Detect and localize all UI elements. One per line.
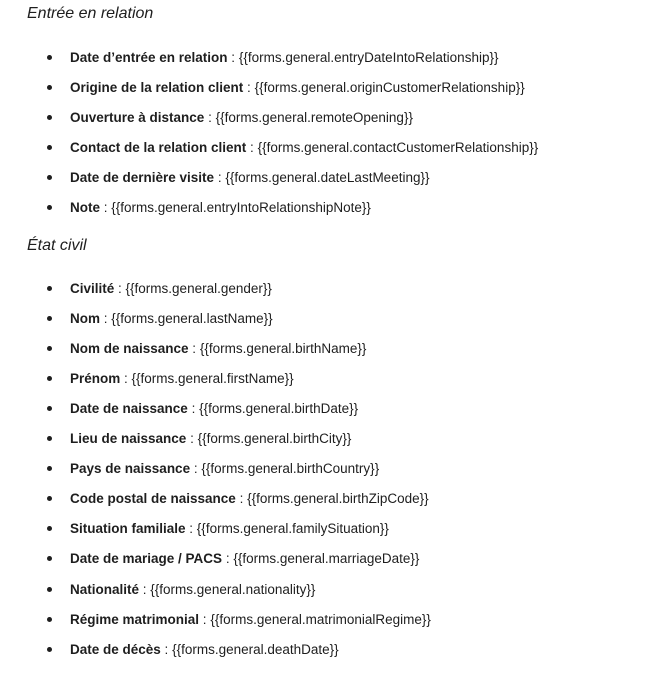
field-label: Ouverture à distance	[70, 110, 205, 126]
list-item	[27, 103, 667, 133]
list-item	[27, 304, 667, 334]
list-item	[27, 575, 667, 605]
field-separator: :	[186, 431, 198, 447]
list-item	[27, 43, 667, 73]
field-label: Origine de la relation client	[70, 80, 244, 96]
list-item	[27, 193, 667, 223]
list-item	[27, 454, 667, 484]
field-separator: :	[235, 491, 248, 507]
list-item	[27, 163, 667, 193]
list-item	[27, 274, 667, 304]
field-value: {{forms.general.marriageDate}}	[233, 551, 420, 567]
field-value: {{forms.general.familySituation}}	[196, 521, 389, 537]
list-item	[27, 364, 667, 394]
field-value: {{forms.general.matrimonialRegime}}	[210, 611, 431, 627]
list-item	[27, 334, 667, 364]
field-list-civil-status	[27, 274, 667, 665]
field-value: {{forms.general.gender}}	[125, 280, 272, 296]
field-label: Date de mariage / PACS	[70, 551, 223, 567]
field-separator: :	[139, 581, 151, 597]
field-label: Civilité	[70, 280, 115, 296]
field-value: {{forms.general.originCustomerRelationship}}	[254, 80, 525, 96]
field-value: {{forms.general.birthDate}}	[199, 400, 359, 416]
list-item	[27, 514, 667, 544]
field-separator: :	[114, 280, 126, 296]
field-value: {{forms.general.birthCountry}}	[201, 461, 380, 477]
list-item	[27, 394, 667, 424]
field-separator: :	[185, 521, 197, 537]
field-separator: :	[100, 200, 112, 216]
field-separator: :	[222, 551, 234, 567]
field-value: {{forms.general.remoteOpening}}	[215, 110, 413, 126]
list-item	[27, 73, 667, 103]
field-value: {{forms.general.birthCity}}	[197, 431, 352, 447]
field-value: {{forms.general.firstName}}	[131, 370, 294, 386]
field-separator: :	[243, 80, 255, 96]
field-label: Contact de la relation client	[70, 140, 247, 156]
field-value: {{forms.general.nationality}}	[150, 581, 316, 597]
field-value: {{forms.general.entryDateIntoRelationship}}	[238, 50, 499, 65]
field-label: Pays de naissance	[70, 461, 191, 477]
field-separator: :	[204, 110, 216, 126]
list-item	[27, 605, 667, 635]
field-separator: :	[246, 140, 258, 156]
section-title-civil-status: État civil	[27, 236, 87, 254]
field-separator: :	[190, 461, 202, 477]
field-label: Date d’entrée en relation	[70, 50, 228, 65]
field-label: Date de dernière visite	[70, 170, 215, 186]
list-item	[27, 484, 667, 514]
section-title-relationship: Entrée en relation	[27, 5, 154, 22]
field-separator: :	[120, 370, 132, 386]
field-separator: :	[199, 611, 211, 627]
field-value: {{forms.general.entryIntoRelationshipNote}}	[111, 200, 371, 216]
field-label: Régime matrimonial	[70, 611, 200, 627]
field-list-relationship	[27, 43, 667, 224]
field-separator: :	[160, 641, 173, 657]
field-label: Situation familiale	[70, 521, 186, 537]
field-label: Nationalité	[70, 581, 140, 597]
list-item	[27, 544, 667, 574]
list-item	[27, 424, 667, 454]
field-value: {{forms.general.lastName}}	[111, 310, 273, 326]
field-value: {{forms.general.birthName}}	[199, 340, 367, 356]
field-label: Lieu de naissance	[70, 431, 187, 447]
list-item	[27, 133, 667, 163]
field-label: Nom	[70, 310, 100, 326]
field-label: Prénom	[70, 370, 121, 386]
list-item	[27, 635, 667, 665]
field-value: {{forms.general.dateLastMeeting}}	[225, 170, 430, 186]
field-separator: :	[187, 400, 200, 416]
field-label: Note	[70, 200, 100, 216]
field-label: Date de naissance	[70, 400, 188, 416]
field-separator: :	[227, 50, 239, 65]
field-label: Date de décès	[70, 641, 161, 657]
document	[27, 0, 667, 665]
field-value: {{forms.general.deathDate}}	[172, 641, 339, 657]
field-separator: :	[100, 310, 112, 326]
field-separator: :	[214, 170, 226, 186]
field-label: Code postal de naissance	[70, 491, 236, 507]
field-label: Nom de naissance	[70, 340, 189, 356]
field-value: {{forms.general.contactCustomerRelationship}}	[257, 140, 539, 156]
field-separator: :	[188, 340, 200, 356]
field-value: {{forms.general.birthZipCode}}	[247, 491, 429, 507]
